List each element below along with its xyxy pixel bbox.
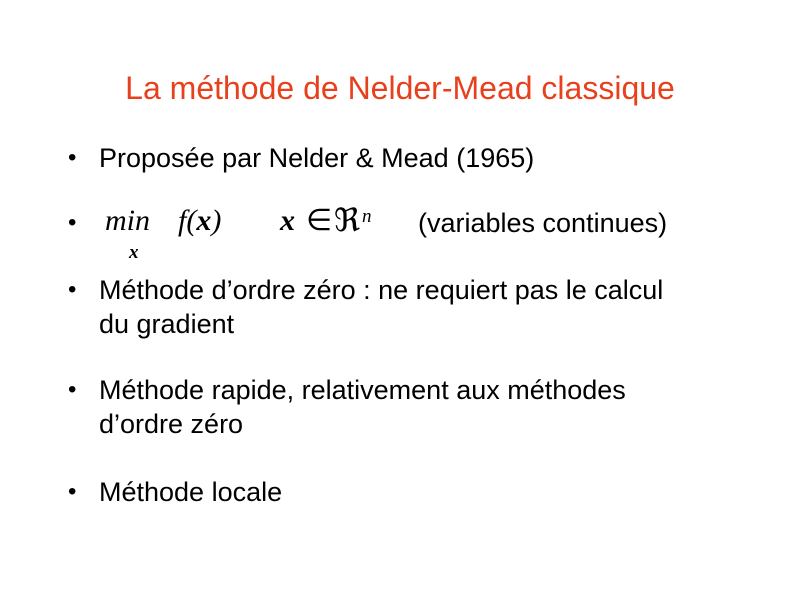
bullet-text: Méthode locale [99,477,283,507]
bullet-text: Proposée par Nelder & Mead (1965) [99,143,535,173]
bullet-dot-icon: • [68,376,77,403]
formula-power: n [362,206,372,227]
formula-subscript: x [129,242,139,263]
formula-in-symbol: ∈ [306,204,333,237]
slide-title: La méthode de Nelder-Mead classique [125,70,675,106]
bullet-dot-icon: • [68,209,77,236]
bullet-dot-icon: • [68,144,77,171]
bullet-text: Méthode rapide, relativement aux méthodes [99,375,626,405]
formula-member: x [280,204,295,237]
bullet-dot-icon: • [68,276,77,303]
formula-set: ℜ [334,202,361,238]
bullet-item-formula [68,202,768,266]
formula-note: (variables continues) [418,208,668,238]
bullet-dot-icon: • [68,478,77,505]
formula-min: min [105,204,150,237]
formula-function: f(x) [178,204,222,237]
bullet-text: d’ordre zéro [99,409,244,439]
bullet-text: du gradient [99,309,235,339]
bullet-text: Méthode d’ordre zéro : ne requiert pas le calcul [99,275,664,305]
